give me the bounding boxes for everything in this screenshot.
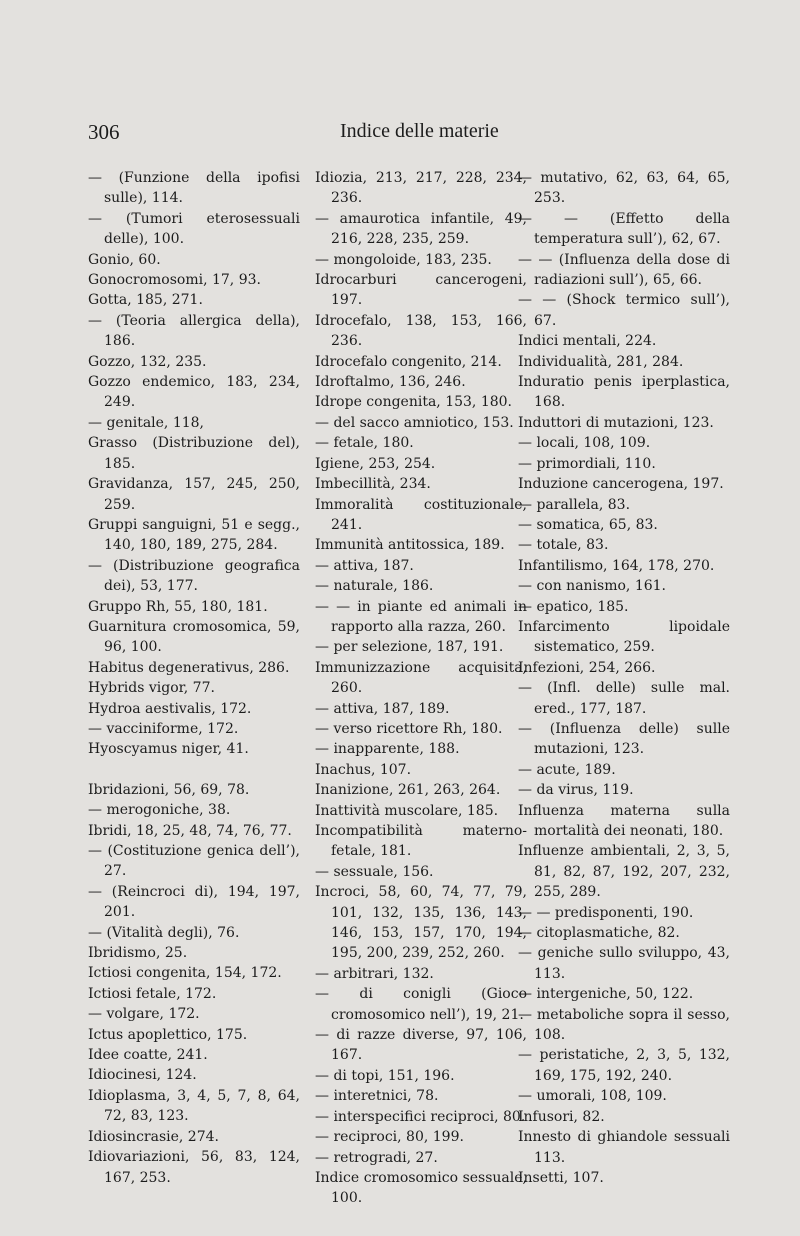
index-entry: Hybrids vigor, 77. bbox=[88, 680, 215, 697]
index-entry: Infezioni, 254, 266. bbox=[518, 659, 656, 676]
index-entry: — (Influenza delle) sulle mutazioni, 123. bbox=[518, 720, 730, 758]
index-entry: Immunizzazione acquisita, 260. bbox=[315, 659, 527, 697]
index-entry: — di conigli (Gioco cromosomico nell’), 19, 21. bbox=[315, 986, 527, 1023]
index-entry: — (Tumori eterosessuali delle), 100. bbox=[88, 210, 300, 248]
index-entry: Grasso (Distribuzione del), 185. bbox=[88, 435, 300, 472]
page-header bbox=[88, 120, 712, 150]
index-entry: Idrocefalo congenito, 214. bbox=[315, 353, 502, 370]
index-entry: Gozzo, 132, 235. bbox=[88, 353, 207, 370]
index-entry: — geniche sullo sviluppo, 43, 113. bbox=[518, 945, 730, 982]
index-entry: — primordiali, 110. bbox=[518, 455, 656, 472]
index-entry: — reciproci, 80, 199. bbox=[315, 1129, 464, 1146]
index-entry: Hyoscyamus niger, 41. bbox=[88, 741, 249, 758]
index-entry: — volgare, 172. bbox=[88, 1006, 200, 1023]
index-entry: — (Costituzione genica dell’), 27. bbox=[88, 843, 300, 880]
index-entry: — epatico, 185. bbox=[518, 598, 629, 615]
index-entry: — citoplasmatiche, 82. bbox=[518, 925, 680, 942]
index-entry: — con nanismo, 161. bbox=[518, 578, 667, 595]
index-entry: — di topi, 151, 196. bbox=[315, 1067, 455, 1084]
index-entry: — somatica, 65, 83. bbox=[518, 516, 658, 533]
index-entry: — mongoloide, 183, 235. bbox=[315, 251, 492, 268]
index-entry: — inapparente, 188. bbox=[315, 741, 460, 758]
index-entry: — — in piante ed animali in rapporto alla razza, 260. bbox=[315, 598, 527, 635]
index-entry: Gonio, 60. bbox=[88, 251, 161, 268]
index-entry: Gravidanza, 157, 245, 250, 259. bbox=[88, 476, 300, 513]
index-entry: — attiva, 187, 189. bbox=[315, 700, 450, 717]
index-entry: Habitus degenerativus, 286. bbox=[88, 659, 290, 676]
index-entry: Infusori, 82. bbox=[518, 1108, 605, 1125]
index-entry: Indici mentali, 224. bbox=[518, 333, 657, 350]
index-column-3 bbox=[518, 168, 730, 1188]
index-entry: — mutativo, 62, 63, 64, 65, 253. bbox=[518, 170, 730, 207]
index-entry: Idrope congenita, 153, 180. bbox=[315, 394, 513, 411]
index-column-2 bbox=[315, 168, 527, 1209]
index-entry: Igiene, 253, 254. bbox=[315, 455, 436, 472]
index-entry: — (Teoria allergica della), 186. bbox=[88, 312, 300, 350]
index-entry: — metaboliche sopra il sesso, 108. bbox=[518, 1006, 730, 1044]
index-entry: — umorali, 108, 109. bbox=[518, 1088, 667, 1105]
index-entry: Insetti, 107. bbox=[518, 1169, 604, 1186]
page-number: 306 bbox=[88, 120, 120, 144]
index-entry: — (Infl. delle) sulle mal. ered., 177, 187. bbox=[518, 680, 730, 717]
index-entry: Inachus, 107. bbox=[315, 761, 412, 778]
index-entry: — vacciniforme, 172. bbox=[88, 720, 239, 737]
index-entry: Innesto di ghiandole sessuali 113. bbox=[518, 1129, 730, 1166]
index-entry: — attiva, 187. bbox=[315, 557, 414, 574]
index-entry: Ibridi, 18, 25, 48, 74, 76, 77. bbox=[88, 822, 292, 839]
index-entry: — — (Effetto della temperatura sull’), 62, 67. bbox=[518, 210, 730, 248]
index-entry: Influenze ambientali, 2, 3, 5, 81, 82, 87, 192, 207, 232, 255, 289. bbox=[518, 843, 730, 901]
index-entry: — (Vitalità degli), 76. bbox=[88, 924, 240, 941]
index-entry: Infarcimento lipoidale sistematico, 259. bbox=[518, 618, 730, 656]
index-entry: Immunità antitossica, 189. bbox=[315, 537, 505, 554]
index-entry: Idrocarburi cancerogeni, 197. bbox=[315, 272, 527, 309]
index-entry: — sessuale, 156. bbox=[315, 863, 434, 880]
index-entry: — acute, 189. bbox=[518, 761, 616, 778]
index-entry: Imbecillità, 234. bbox=[315, 476, 431, 493]
index-entry: — arbitrari, 132. bbox=[315, 965, 434, 982]
index-entry: Incompatibilità materno-fetale, 181. bbox=[315, 823, 527, 860]
index-entry: Gruppo Rh, 55, 180, 181. bbox=[88, 598, 268, 615]
index-entry: — del sacco amniotico, 153. bbox=[315, 414, 514, 431]
index-entry: Idioplasma, 3, 4, 5, 7, 8, 64, 72, 83, 123. bbox=[88, 1087, 300, 1125]
index-entry: — fetale, 180. bbox=[315, 435, 414, 452]
index-entry: — per selezione, 187, 191. bbox=[315, 639, 504, 656]
index-entry: Ictus apoplettico, 175. bbox=[88, 1026, 248, 1043]
index-entry: — da virus, 119. bbox=[518, 782, 634, 799]
index-entry: — — (Influenza della dose di radiazioni sull’), 65, 66. bbox=[518, 251, 730, 289]
index-entry: — genitale, 118, bbox=[88, 414, 204, 431]
index-entry: Incroci, 58, 60, 74, 77, 79, 101, 132, 135, 136, 143, 146, 153, 157, 170, 194, 195, 200, 239, 252, 260. bbox=[315, 884, 527, 962]
index-entry: Idrocefalo, 138, 153, 166, 236. bbox=[315, 312, 527, 350]
index-entry: — verso ricettore Rh, 180. bbox=[315, 720, 503, 737]
section-gap bbox=[88, 760, 300, 780]
index-entry: — intergeniche, 50, 122. bbox=[518, 986, 694, 1003]
index-entry: Ictiosi fetale, 172. bbox=[88, 985, 217, 1002]
index-entry: — retrogradi, 27. bbox=[315, 1149, 438, 1166]
index-entry: Gotta, 185, 271. bbox=[88, 292, 203, 309]
index-entry: — interetnici, 78. bbox=[315, 1088, 439, 1105]
index-entry: — locali, 108, 109. bbox=[518, 435, 651, 452]
index-entry: Idiocinesi, 124. bbox=[88, 1067, 197, 1084]
index-entry: Immoralità costituzionale, 241. bbox=[315, 496, 527, 533]
index-entry: — (Funzione della ipofisi sulle), 114. bbox=[88, 170, 300, 207]
index-entry: Inanizione, 261, 263, 264. bbox=[315, 782, 501, 799]
index-entry: — (Reincroci di), 194, 197, 201. bbox=[88, 883, 300, 921]
index-entry: Idiosincrasie, 274. bbox=[88, 1128, 219, 1145]
index-entry: — naturale, 186. bbox=[315, 578, 434, 595]
index-entry: Influenza materna sulla mortalità dei neonati, 180. bbox=[518, 802, 730, 839]
index-entry: — (Distribuzione geografica dei), 53, 177. bbox=[88, 557, 300, 595]
index-entry: — di razze diverse, 97, 106, 167. bbox=[315, 1027, 527, 1064]
index-entry: Gozzo endemico, 183, 234, 249. bbox=[88, 374, 300, 411]
index-entry: — peristatiche, 2, 3, 5, 132, 169, 175, 192, 240. bbox=[518, 1047, 730, 1084]
index-entry: Ibridazioni, 56, 69, 78. bbox=[88, 781, 250, 798]
index-entry: Infantilismo, 164, 178, 270. bbox=[518, 557, 715, 574]
index-entry: — parallela, 83. bbox=[518, 496, 631, 513]
index-columns bbox=[88, 168, 728, 1208]
index-entry: Induratio penis iperplastica, 168. bbox=[518, 374, 730, 411]
index-entry: — totale, 83. bbox=[518, 537, 609, 554]
index-entry: Idiozia, 213, 217, 228, 234, 236. bbox=[315, 170, 527, 207]
index-entry: Idroftalmo, 136, 246. bbox=[315, 374, 466, 391]
index-entry: Induzione cancerogena, 197. bbox=[518, 476, 724, 493]
running-title: Indice delle materie bbox=[340, 120, 499, 142]
index-entry: Inattività muscolare, 185. bbox=[315, 802, 499, 819]
index-entry: — amaurotica infantile, 49, 216, 228, 235, 259. bbox=[315, 210, 527, 248]
index-column-1 bbox=[88, 168, 300, 1188]
index-entry: Idiovariazioni, 56, 83, 124, 167, 253. bbox=[88, 1149, 300, 1186]
index-entry: Hydroa aestivalis, 172. bbox=[88, 700, 252, 717]
index-entry: — — predisponenti, 190. bbox=[518, 904, 694, 921]
index-entry: Ictiosi congenita, 154, 172. bbox=[88, 965, 282, 982]
index-entry: Induttori di mutazioni, 123. bbox=[518, 414, 714, 431]
index-entry: — merogoniche, 38. bbox=[88, 802, 231, 819]
index-entry: Gonocromosomi, 17, 93. bbox=[88, 272, 261, 289]
index-entry: Ibridismo, 25. bbox=[88, 945, 188, 962]
index-entry: Idee coatte, 241. bbox=[88, 1047, 208, 1064]
index-entry: Gruppi sanguigni, 51 e segg., 140, 180, 189, 275, 284. bbox=[88, 516, 300, 554]
index-entry: — interspecifici reciproci, 80. bbox=[315, 1108, 526, 1125]
index-entry: — — (Shock termico sull’), 67. bbox=[518, 292, 730, 329]
index-entry: Guarnitura cromosomica, 59, 96, 100. bbox=[88, 618, 300, 656]
index-entry: Individualità, 281, 284. bbox=[518, 353, 684, 370]
index-entry: Indice cromosomico sessuale, 100. bbox=[315, 1169, 527, 1207]
